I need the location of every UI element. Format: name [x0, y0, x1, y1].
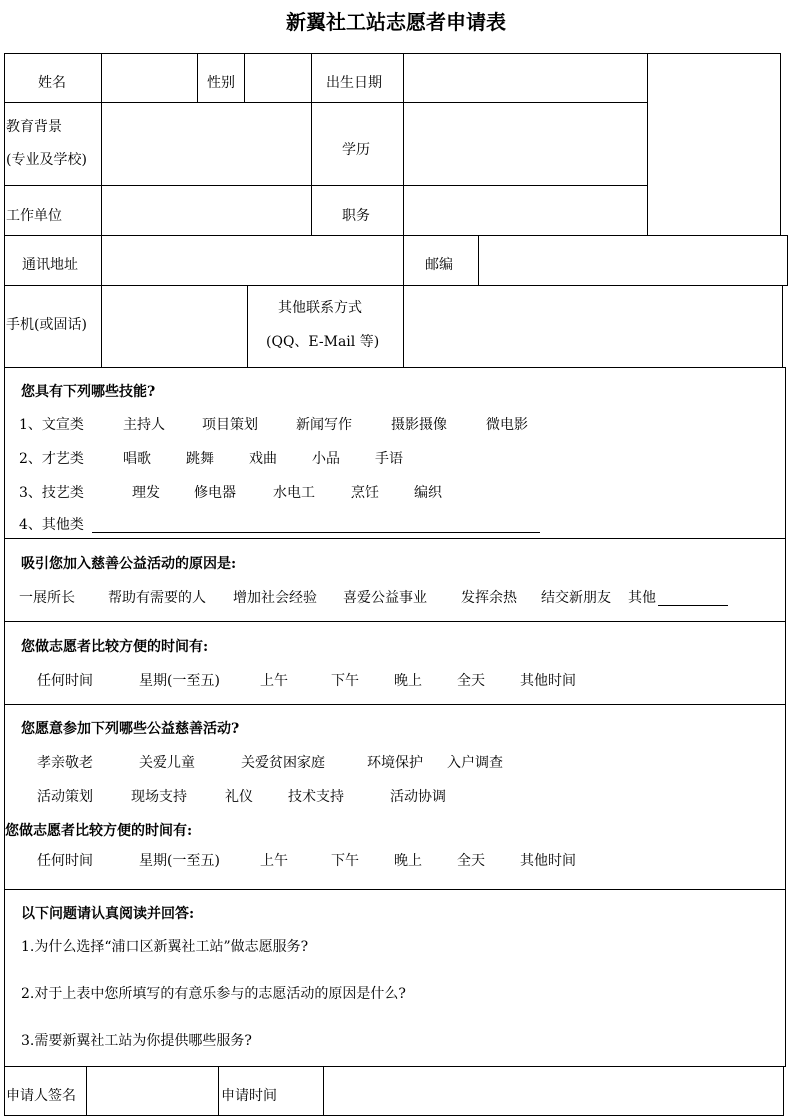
- education-label-cell: [4, 102, 102, 186]
- gender-input[interactable]: [244, 53, 312, 103]
- address-label: 通讯地址: [22, 257, 78, 273]
- skill-option[interactable]: 1、文宣类: [19, 417, 84, 433]
- signature-input[interactable]: [86, 1066, 219, 1116]
- reasons-title: 吸引您加入慈善公益活动的原因是:: [21, 556, 237, 572]
- question-item: 1.为什么选择“浦口区新翼社工站”做志愿服务?: [21, 939, 309, 955]
- activity-option[interactable]: 现场支持: [131, 789, 187, 805]
- skill-option[interactable]: 项目策划: [202, 417, 258, 433]
- skill-option[interactable]: 2、才艺类: [19, 451, 84, 467]
- activities-title: 您愿意参加下列哪些公益慈善活动?: [21, 721, 240, 737]
- time-option[interactable]: 全天: [457, 673, 485, 689]
- work-label: 工作单位: [6, 208, 62, 224]
- skill-option[interactable]: 戏曲: [249, 451, 277, 467]
- activity-option[interactable]: 关爱儿童: [139, 755, 195, 771]
- skill-option[interactable]: 水电工: [273, 485, 315, 501]
- position-input[interactable]: [403, 185, 648, 236]
- education-label: 教育背景: [6, 119, 62, 135]
- time-section: [4, 621, 786, 705]
- skill-option[interactable]: 新闻写作: [296, 417, 352, 433]
- gender-label: 性别: [207, 75, 235, 91]
- activity-option[interactable]: 环境保护: [367, 755, 423, 771]
- skill-option[interactable]: 唱歌: [123, 451, 151, 467]
- skill-other-label: 4、其他类: [19, 517, 84, 533]
- reason-option[interactable]: 帮助有需要的人: [108, 590, 206, 606]
- skill-other-line[interactable]: [92, 532, 540, 533]
- signature-label: 申请人签名: [6, 1088, 76, 1104]
- zip-input[interactable]: [478, 235, 788, 286]
- time-option[interactable]: 全天: [457, 853, 485, 869]
- skills-title: 您具有下列哪些技能?: [21, 384, 156, 400]
- reason-other-line[interactable]: [658, 605, 728, 606]
- activity-option[interactable]: 技术支持: [288, 789, 344, 805]
- other-contact-label: 其他联系方式: [278, 300, 362, 316]
- question-item: 3.需要新翼社工站为你提供哪些服务?: [21, 1033, 252, 1049]
- reason-option[interactable]: 一展所长: [19, 590, 75, 606]
- time-option[interactable]: 任何时间: [37, 673, 93, 689]
- degree-input[interactable]: [403, 102, 648, 186]
- name-input[interactable]: [101, 53, 198, 103]
- skill-option[interactable]: 主持人: [123, 417, 165, 433]
- reason-option[interactable]: 其他: [628, 590, 656, 606]
- reasons-section: [4, 538, 786, 622]
- address-input[interactable]: [101, 235, 404, 286]
- position-label: 职务: [342, 208, 370, 224]
- activity-option[interactable]: 孝亲敬老: [37, 755, 93, 771]
- activity-option[interactable]: 活动协调: [390, 789, 446, 805]
- skill-option[interactable]: 烹饪: [351, 485, 379, 501]
- time-option[interactable]: 上午: [260, 673, 288, 689]
- education-input[interactable]: [101, 102, 312, 186]
- time-option[interactable]: 晚上: [394, 853, 422, 869]
- time-option[interactable]: 任何时间: [37, 853, 93, 869]
- reason-option[interactable]: 增加社会经验: [233, 590, 317, 606]
- skill-option[interactable]: 摄影摄像: [391, 417, 447, 433]
- phone-label: 手机(或固话): [6, 317, 87, 333]
- activities-time-title: 您做志愿者比较方便的时间有:: [5, 823, 193, 839]
- time-option[interactable]: 其他时间: [520, 853, 576, 869]
- skill-option[interactable]: 微电影: [486, 417, 528, 433]
- education-sublabel: (专业及学校): [6, 152, 87, 168]
- reason-option[interactable]: 结交新朋友: [541, 590, 611, 606]
- other-contact-label-cell: [247, 285, 404, 368]
- zip-label: 邮编: [425, 257, 453, 273]
- date-input[interactable]: [323, 1066, 784, 1116]
- date-label: 申请时间: [221, 1088, 277, 1104]
- photo-cell[interactable]: [647, 53, 781, 236]
- birth-input[interactable]: [403, 53, 648, 103]
- page-title: 新翼社工站志愿者申请表: [286, 10, 506, 34]
- work-input[interactable]: [101, 185, 312, 236]
- skill-option[interactable]: 小品: [312, 451, 340, 467]
- time-option[interactable]: 星期(一至五): [139, 853, 220, 869]
- degree-label: 学历: [342, 142, 370, 158]
- time-title: 您做志愿者比较方便的时间有:: [21, 639, 209, 655]
- skill-option[interactable]: 手语: [375, 451, 403, 467]
- time-option[interactable]: 晚上: [394, 673, 422, 689]
- name-label: 姓名: [38, 75, 66, 91]
- activity-option[interactable]: 入户调查: [447, 755, 503, 771]
- time-option[interactable]: 下午: [331, 853, 359, 869]
- skill-option[interactable]: 理发: [132, 485, 160, 501]
- activity-option[interactable]: 关爱贫困家庭: [241, 755, 325, 771]
- other-contact-input[interactable]: [403, 285, 783, 368]
- skill-option[interactable]: 修电器: [194, 485, 236, 501]
- activity-option[interactable]: 活动策划: [37, 789, 93, 805]
- questions-title: 以下问题请认真阅读并回答:: [21, 906, 195, 922]
- skill-option[interactable]: 3、技艺类: [19, 485, 84, 501]
- time-option[interactable]: 星期(一至五): [139, 673, 220, 689]
- skill-option[interactable]: 编织: [414, 485, 442, 501]
- reason-option[interactable]: 喜爱公益事业: [343, 590, 427, 606]
- time-option[interactable]: 下午: [331, 673, 359, 689]
- time-option[interactable]: 其他时间: [520, 673, 576, 689]
- time-option[interactable]: 上午: [260, 853, 288, 869]
- question-item: 2.对于上表中您所填写的有意乐参与的志愿活动的原因是什么?: [21, 986, 406, 1002]
- birth-label: 出生日期: [326, 75, 382, 91]
- phone-input[interactable]: [101, 285, 248, 368]
- skill-option[interactable]: 跳舞: [186, 451, 214, 467]
- other-contact-sublabel: (QQ、E-Mail 等): [266, 334, 380, 350]
- reason-option[interactable]: 发挥余热: [461, 590, 517, 606]
- activity-option[interactable]: 礼仪: [225, 789, 253, 805]
